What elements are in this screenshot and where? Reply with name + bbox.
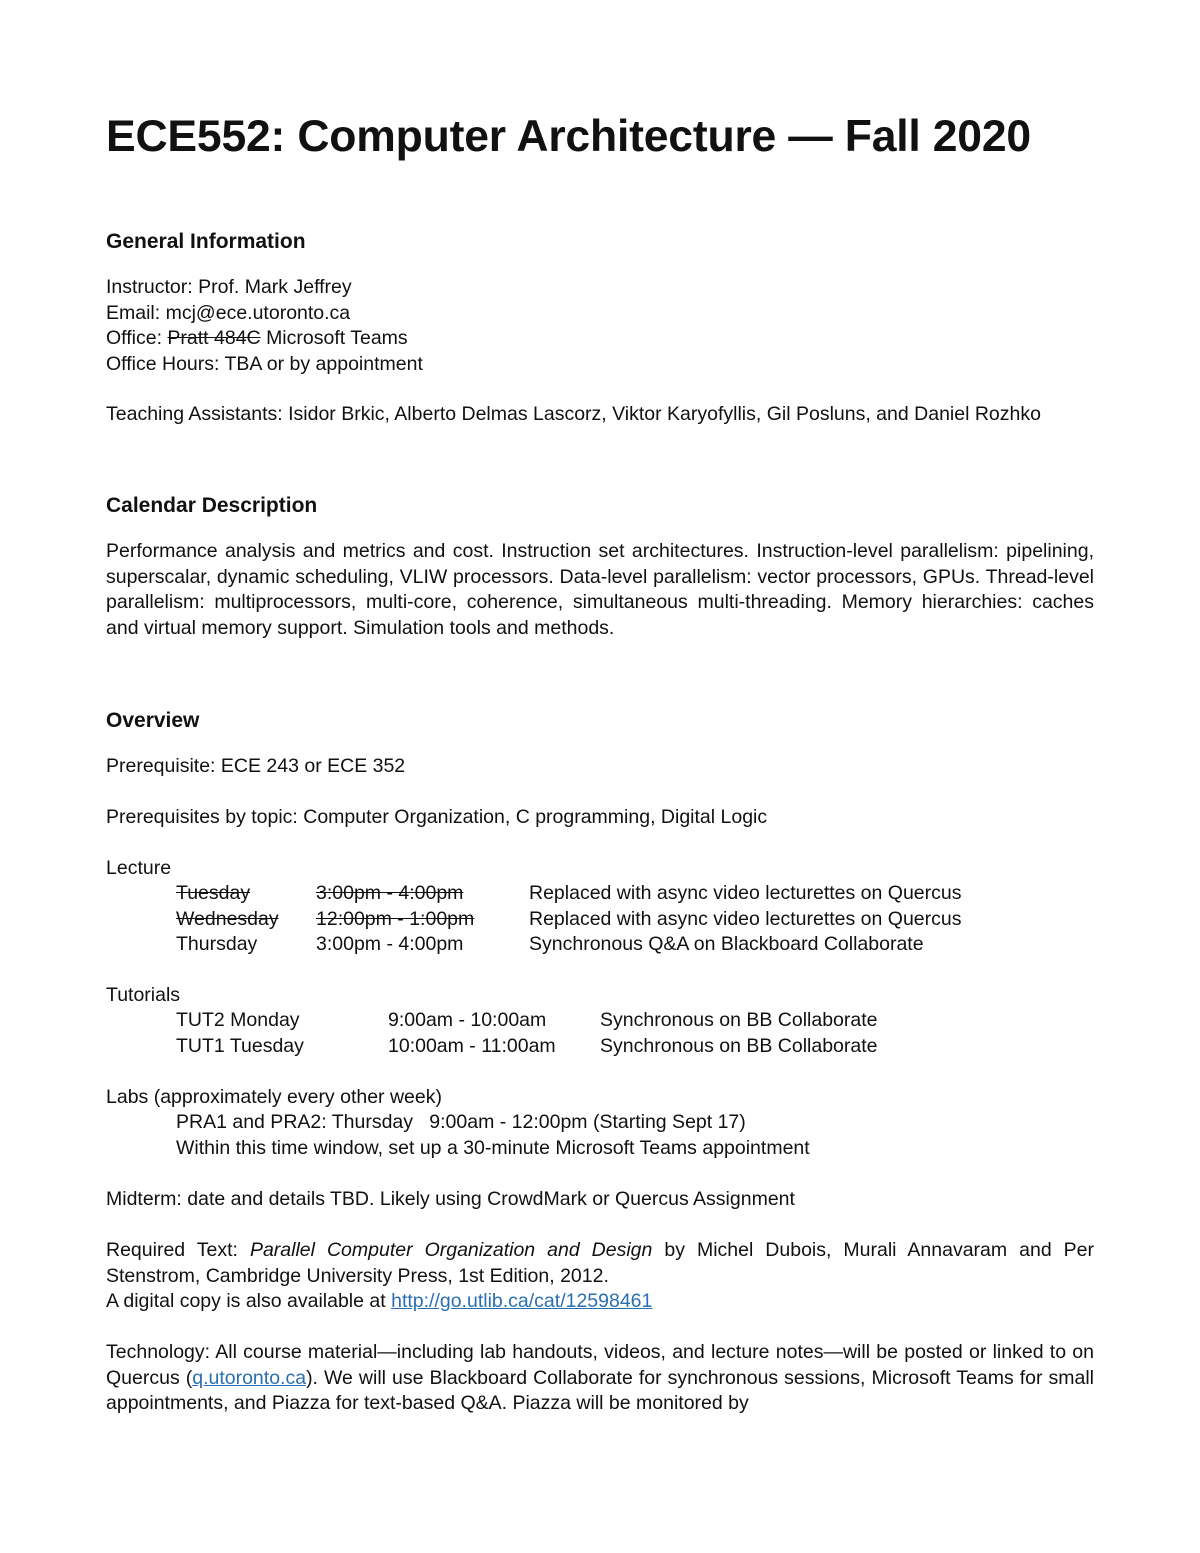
technology-paragraph: Technology: All course material—including lab handouts, videos, and lecture notes—will be posted or linked to on Quercus (q.utoronto.ca). We will use Blackboard Collaborate for synchronous sessions, Microsoft Teams for small appointments, and Piazza for text-based Q&A. Piazza will be monitored by: [106, 1341, 1094, 1415]
instructor-line: Instructor: Prof. Mark Jeffrey: [106, 276, 352, 298]
lecture-label: Lecture: [106, 857, 172, 879]
quercus-link[interactable]: q.utoronto.ca: [192, 1366, 307, 1389]
general-heading: General Information: [106, 230, 306, 253]
overview-heading: Overview: [106, 709, 200, 732]
labs-details: [106, 1110, 1094, 1161]
instructor-email: mcj@ece.utoronto.ca: [165, 301, 351, 324]
lecture-row: Thursday 3:00pm - 4:00pm Synchronous Q&A on Blackboard Collaborate: [176, 933, 924, 956]
teaching-assistants: Teaching Assistants: Isidor Brkic, Alberto Delmas Lascorz, Viktor Karyofyllis, Gil Posluns, and Daniel Rozhko: [106, 403, 1041, 425]
lecture-schedule: [106, 881, 1094, 958]
instructor-name: Prof. Mark Jeffrey: [198, 276, 352, 298]
email-line: Email: mcj@ece.utoronto.ca: [106, 301, 351, 324]
midterm: Midterm: date and details TBD. Likely using CrowdMark or Quercus Assignment: [106, 1188, 795, 1210]
calendar-description: Performance analysis and metrics and cost. Instruction set architectures. Instruction-level parallelism: pipelining, superscalar, dynamic scheduling, VLIW processors. Data-level parallelism: vector processors, GPUs. Thread-level parallelism: multiprocessors, multi-core, coherence, simultaneous multi-threading. Memory hierarchies: caches and virtual memory support. Simulation tools and methods.: [106, 540, 1094, 639]
tutorial-row: TUT2 Monday 9:00am - 10:00am Synchronous on BB Collaborate: [176, 1009, 878, 1031]
labs-time: PRA1 and PRA2: Thursday 9:00am - 12:00pm (Starting Sept 17): [176, 1111, 746, 1133]
office-hours: TBA or by appointment: [224, 352, 423, 375]
lecture-row: Wednesday 12:00pm - 1:00pm Replaced with async video lecturettes on Quercus: [176, 907, 962, 930]
library-link[interactable]: http://go.utlib.ca/cat/12598461: [391, 1290, 653, 1313]
office-new: Microsoft Teams: [266, 327, 408, 350]
required-text-citation: Required Text: Parallel Computer Organization and Design by Michel Dubois, Murali Annavaram and Per Stenstrom, Cambridge University Press, 1st Edition, 2012.: [106, 1239, 1094, 1287]
tutorial-schedule: [106, 1008, 1094, 1059]
office-old: Pratt 484C: [167, 327, 261, 350]
digital-copy-line: A digital copy is also available at http://go.utlib.ca/cat/12598461: [106, 1290, 653, 1313]
labs-note: Within this time window, set up a 30-minute Microsoft Teams appointment: [176, 1136, 810, 1159]
labs-label: Labs (approximately every other week): [106, 1086, 442, 1108]
calendar-heading: Calendar Description: [106, 494, 318, 517]
tutorials-label: Tutorials: [106, 984, 181, 1006]
office-hours-line: Office Hours: TBA or by appointment: [106, 352, 423, 375]
office-line: Office: Pratt 484C Microsoft Teams: [106, 327, 408, 350]
general-info: [106, 275, 1094, 377]
prerequisite: Prerequisite: ECE 243 or ECE 352: [106, 755, 406, 777]
lecture-row: Tuesday 3:00pm - 4:00pm Replaced with async video lecturettes on Quercus: [176, 882, 962, 904]
required-text: [106, 1238, 1094, 1315]
textbook-title: Parallel Computer Organization and Design: [249, 1239, 653, 1261]
prerequisites-by-topic: Prerequisites by topic: Computer Organization, C programming, Digital Logic: [106, 806, 768, 828]
tutorial-row: TUT1 Tuesday 10:00am - 11:00am Synchronous on BB Collaborate: [176, 1034, 878, 1057]
page-title: ECE552: Computer Architecture — Fall 2020: [106, 112, 1031, 161]
